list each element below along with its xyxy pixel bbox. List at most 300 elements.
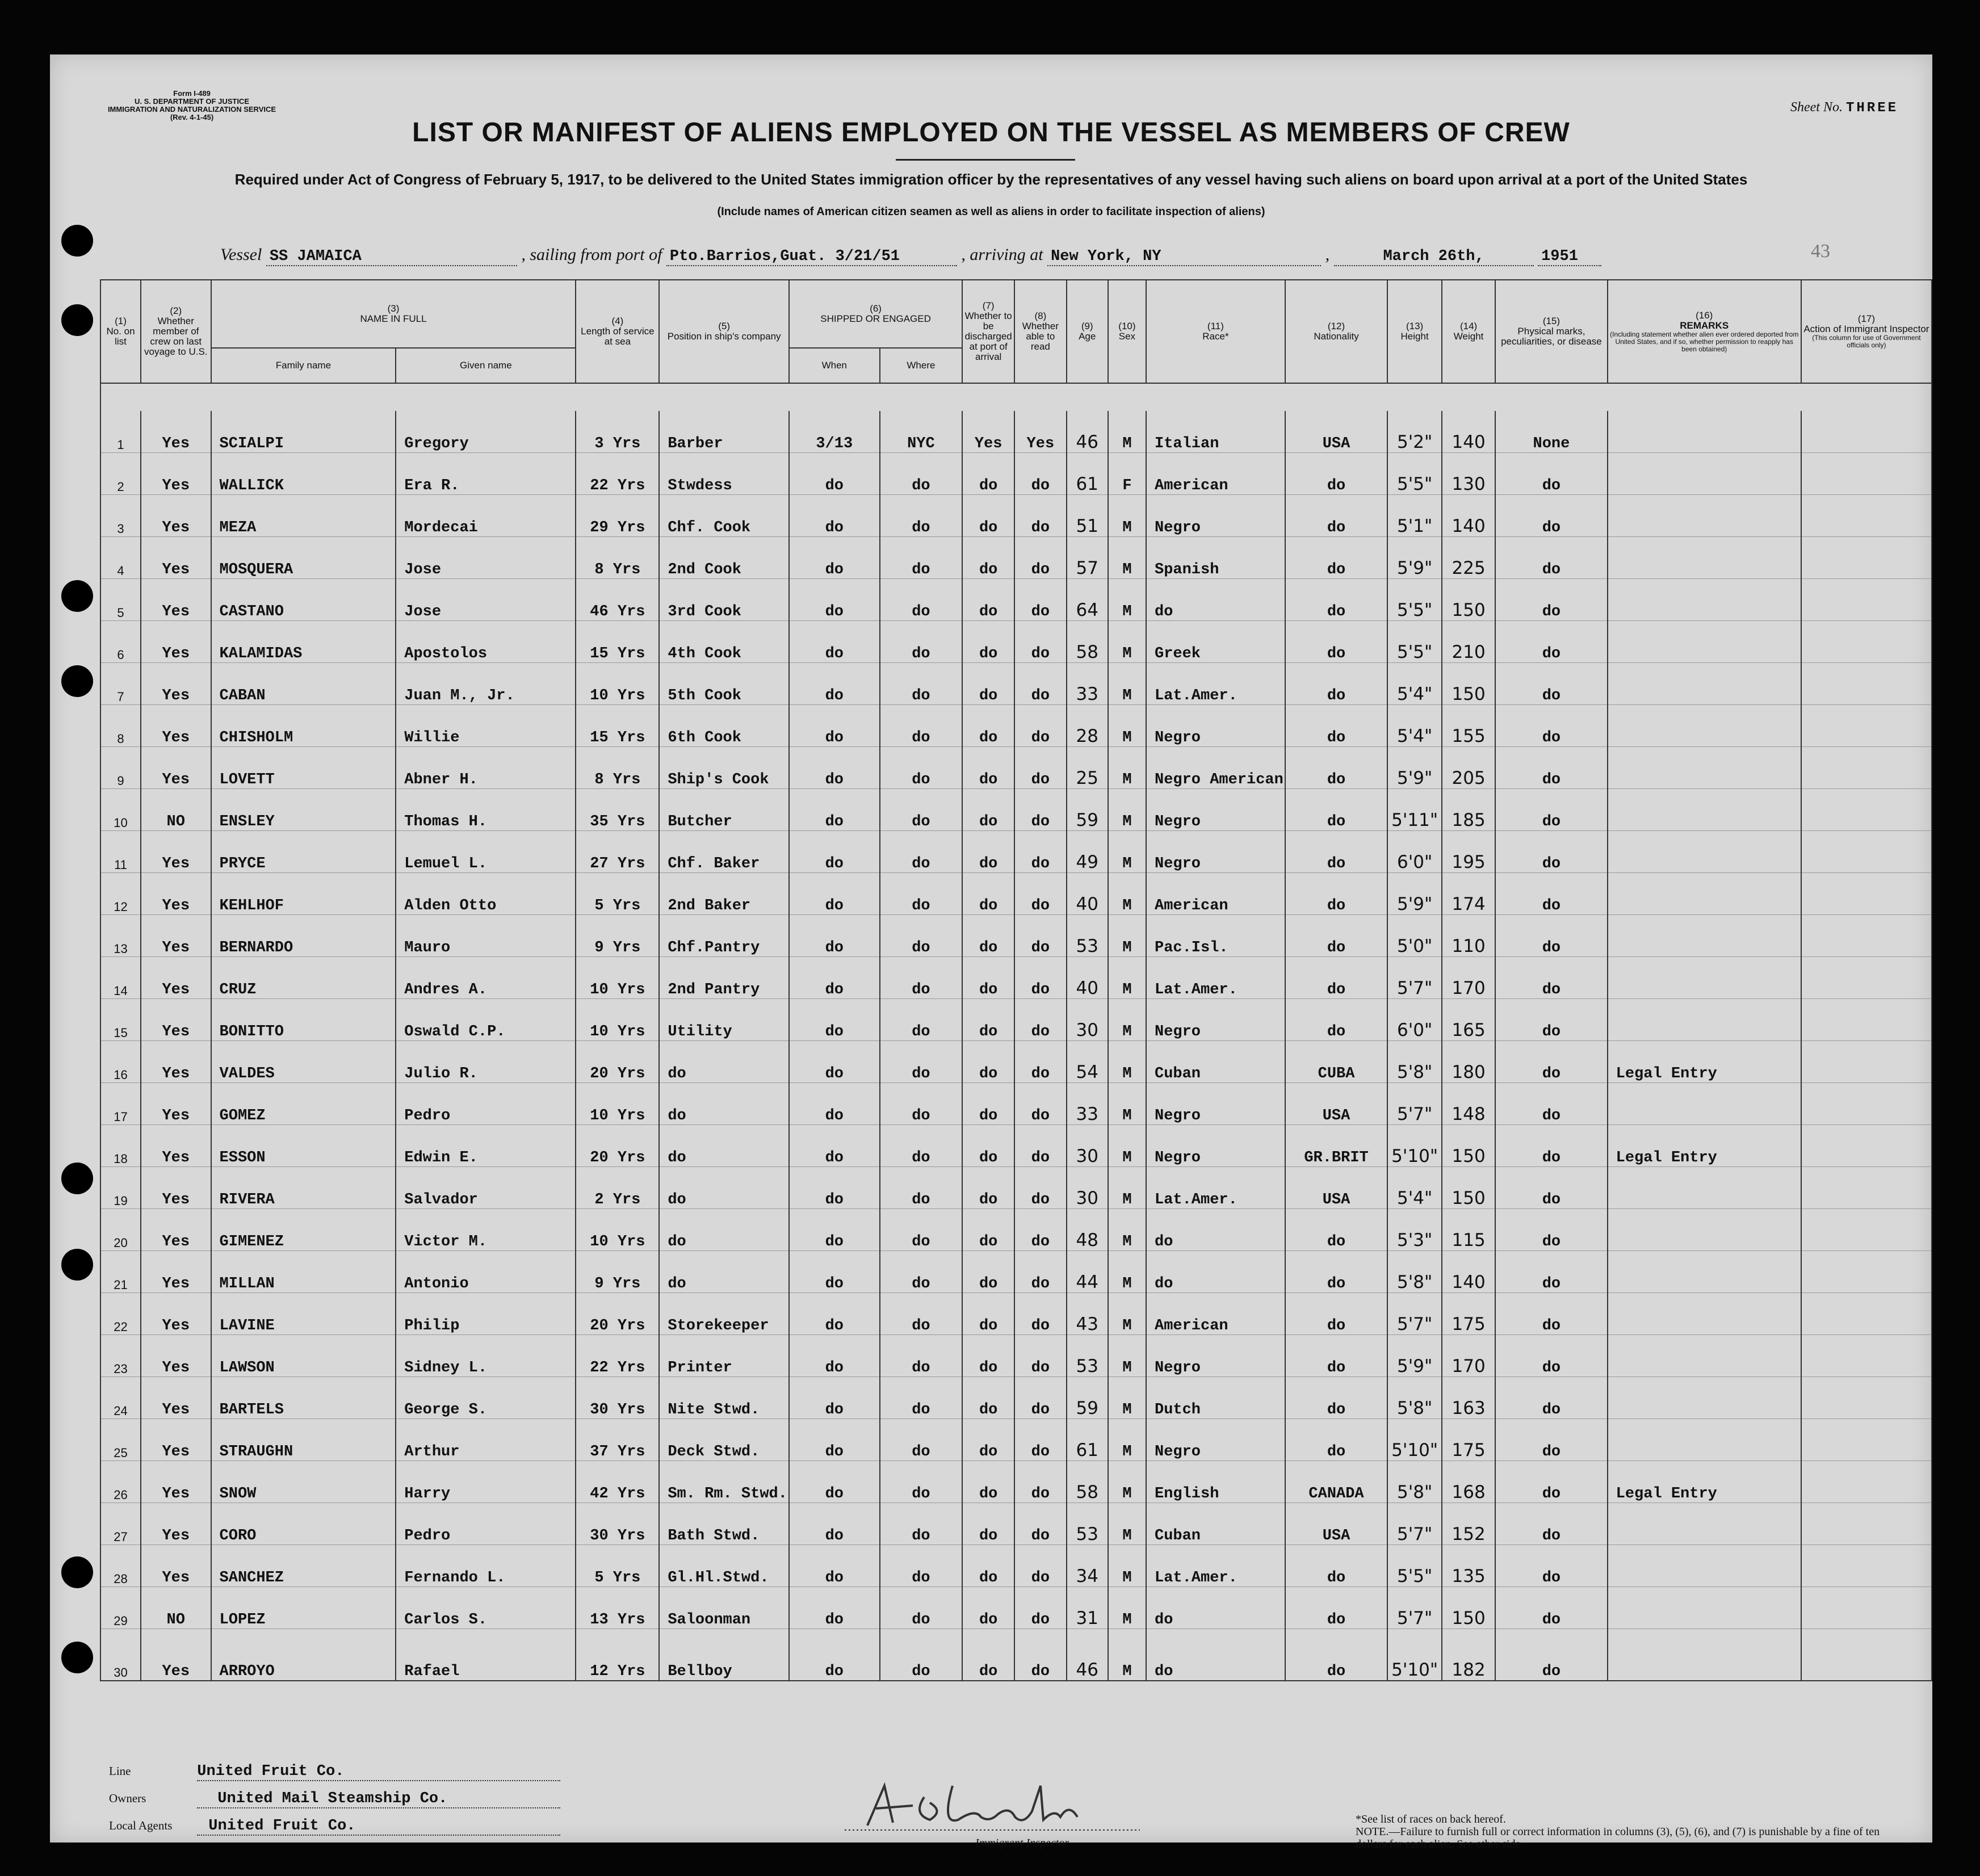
height: 5'8": [1387, 1251, 1442, 1293]
physical-marks: do: [1495, 1125, 1607, 1167]
crew-last-voyage: Yes: [141, 873, 211, 915]
table-row: [100, 1209, 1932, 1251]
to-be-discharged: do: [962, 453, 1014, 495]
sex: M: [1108, 873, 1146, 915]
position: do: [659, 1041, 789, 1083]
race: Negro: [1146, 1083, 1285, 1125]
given-name: Philip: [396, 1293, 576, 1335]
family-name: CHISHOLM: [211, 705, 396, 747]
height: 5'7": [1387, 1503, 1442, 1545]
family-name: CASTANO: [211, 579, 396, 621]
height: 6'0": [1387, 831, 1442, 873]
crew-last-voyage: Yes: [141, 1335, 211, 1377]
race: Dutch: [1146, 1377, 1285, 1419]
able-to-read: do: [1014, 1377, 1066, 1419]
height: 5'9": [1387, 537, 1442, 579]
col-discharged: (7) Whether to be discharged at port of arrival: [962, 280, 1014, 383]
table-row: [100, 1377, 1932, 1419]
table-row: [100, 873, 1932, 915]
height: 5'5": [1387, 621, 1442, 663]
remarks: [1608, 1335, 1801, 1377]
agents-value: United Fruit Co.: [197, 1818, 560, 1836]
row-number: 8: [100, 705, 141, 747]
row-number: 5: [100, 579, 141, 621]
crew-last-voyage: Yes: [141, 1083, 211, 1125]
shipped-when: do: [789, 621, 880, 663]
family-name: GIMENEZ: [211, 1209, 396, 1251]
age: 40: [1067, 957, 1108, 999]
height: 5'5": [1387, 1545, 1442, 1587]
age: 53: [1067, 1503, 1108, 1545]
table-row: [100, 1125, 1932, 1167]
service-length: 30 Yrs: [576, 1503, 659, 1545]
given-name: Edwin E.: [396, 1125, 576, 1167]
remarks: [1608, 1629, 1801, 1681]
shipped-when: do: [789, 957, 880, 999]
crew-last-voyage: Yes: [141, 999, 211, 1041]
service: IMMIGRATION AND NATURALIZATION SERVICE: [107, 105, 276, 114]
nationality: do: [1285, 1419, 1387, 1461]
row-number: 4: [100, 537, 141, 579]
remarks: [1608, 579, 1801, 621]
age: 28: [1067, 705, 1108, 747]
inspector-action: [1801, 411, 1932, 453]
weight: 195: [1442, 831, 1495, 873]
remarks: [1608, 1167, 1801, 1209]
able-to-read: do: [1014, 1251, 1066, 1293]
sex: M: [1108, 495, 1146, 537]
family-name: LOVETT: [211, 747, 396, 789]
race: American: [1146, 453, 1285, 495]
family-name: VALDES: [211, 1041, 396, 1083]
height: 5'7": [1387, 1083, 1442, 1125]
weight: 163: [1442, 1377, 1495, 1419]
height: 5'10": [1387, 1629, 1442, 1681]
remarks: [1608, 411, 1801, 453]
department: U. S. DEPARTMENT OF JUSTICE: [135, 97, 249, 106]
shipped-where: do: [880, 1125, 963, 1167]
shipped-where: do: [880, 1041, 963, 1083]
sex: M: [1108, 957, 1146, 999]
family-name: MILLAN: [211, 1251, 396, 1293]
inspector-action: [1801, 789, 1932, 831]
row-number: 12: [100, 873, 141, 915]
given-name: Alden Otto: [396, 873, 576, 915]
col-service: (4) Length of service at sea: [576, 280, 659, 383]
family-name: STRAUGHN: [211, 1419, 396, 1461]
col-when: When: [789, 348, 880, 383]
sex: M: [1108, 1545, 1146, 1587]
sex: M: [1108, 747, 1146, 789]
row-number: 26: [100, 1461, 141, 1503]
shipped-where: do: [880, 831, 963, 873]
to-be-discharged: do: [962, 495, 1014, 537]
given-name: Gregory: [396, 411, 576, 453]
able-to-read: Yes: [1014, 411, 1066, 453]
shipped-when: do: [789, 453, 880, 495]
shipped-when: do: [789, 1251, 880, 1293]
position: Bellboy: [659, 1629, 789, 1681]
row-number: 14: [100, 957, 141, 999]
age: 30: [1067, 999, 1108, 1041]
shipped-when: do: [789, 1209, 880, 1251]
weight: 140: [1442, 1251, 1495, 1293]
table-row: [100, 747, 1932, 789]
able-to-read: do: [1014, 1167, 1066, 1209]
able-to-read: do: [1014, 453, 1066, 495]
agents-label: Local Agents: [109, 1819, 173, 1832]
binder-hole: [61, 580, 93, 612]
weight: 175: [1442, 1419, 1495, 1461]
nationality: do: [1285, 1251, 1387, 1293]
shipped-when: do: [789, 1041, 880, 1083]
crew-last-voyage: Yes: [141, 537, 211, 579]
to-be-discharged: do: [962, 1461, 1014, 1503]
age: 58: [1067, 621, 1108, 663]
race: Lat.Amer.: [1146, 1545, 1285, 1587]
given-name: Salvador: [396, 1167, 576, 1209]
remarks: [1608, 705, 1801, 747]
shipped-when: do: [789, 1419, 880, 1461]
col-read: (8) Whether able to read: [1014, 280, 1066, 383]
nationality: do: [1285, 453, 1387, 495]
inspector-action: [1801, 1083, 1932, 1125]
remarks: [1608, 1377, 1801, 1419]
race: Negro: [1146, 495, 1285, 537]
given-name: Rafael: [396, 1629, 576, 1681]
row-number: 24: [100, 1377, 141, 1419]
binder-hole: [61, 304, 93, 336]
crew-last-voyage: Yes: [141, 915, 211, 957]
family-name: ESSON: [211, 1125, 396, 1167]
service-length: 37 Yrs: [576, 1419, 659, 1461]
age: 33: [1067, 663, 1108, 705]
given-name: George S.: [396, 1377, 576, 1419]
row-number: 13: [100, 915, 141, 957]
physical-marks: do: [1495, 1041, 1607, 1083]
shipped-where: do: [880, 1377, 963, 1419]
crew-last-voyage: Yes: [141, 579, 211, 621]
inspector-action: [1801, 1335, 1932, 1377]
nationality: do: [1285, 789, 1387, 831]
age: 61: [1067, 1419, 1108, 1461]
inspector-action: [1801, 1209, 1932, 1251]
able-to-read: do: [1014, 873, 1066, 915]
shipped-when: do: [789, 1125, 880, 1167]
vessel-label: Vessel: [220, 245, 262, 264]
to-be-discharged: do: [962, 1293, 1014, 1335]
given-name: Mauro: [396, 915, 576, 957]
shipped-where: do: [880, 621, 963, 663]
crew-last-voyage: Yes: [141, 1251, 211, 1293]
nationality: USA: [1285, 1503, 1387, 1545]
table-row: [100, 621, 1932, 663]
height: 5'4": [1387, 705, 1442, 747]
table-row: [100, 1587, 1932, 1629]
table-row: [100, 1083, 1932, 1125]
nationality: USA: [1285, 1083, 1387, 1125]
physical-marks: do: [1495, 1503, 1607, 1545]
height: 5'8": [1387, 1461, 1442, 1503]
weight: 150: [1442, 1167, 1495, 1209]
service-length: 12 Yrs: [576, 1629, 659, 1681]
weight: 205: [1442, 747, 1495, 789]
weight: 148: [1442, 1083, 1495, 1125]
crew-last-voyage: Yes: [141, 1167, 211, 1209]
given-name: Mordecai: [396, 495, 576, 537]
crew-last-voyage: Yes: [141, 1461, 211, 1503]
age: 53: [1067, 1335, 1108, 1377]
to-be-discharged: do: [962, 1083, 1014, 1125]
given-name: Thomas H.: [396, 789, 576, 831]
able-to-read: do: [1014, 1335, 1066, 1377]
inspector-action: [1801, 453, 1932, 495]
col-sex: (10) Sex: [1108, 280, 1146, 383]
to-be-discharged: do: [962, 873, 1014, 915]
table-row: [100, 999, 1932, 1041]
inspector-action: [1801, 873, 1932, 915]
nationality: CANADA: [1285, 1461, 1387, 1503]
age: 30: [1067, 1125, 1108, 1167]
position: Deck Stwd.: [659, 1419, 789, 1461]
age: 54: [1067, 1041, 1108, 1083]
sex: M: [1108, 663, 1146, 705]
family-name: KEHLHOF: [211, 873, 396, 915]
sex: M: [1108, 1503, 1146, 1545]
shipped-when: do: [789, 1377, 880, 1419]
table-row: [100, 411, 1932, 453]
weight: 225: [1442, 537, 1495, 579]
col-name: (3) NAME IN FULL: [211, 280, 576, 348]
row-number: 21: [100, 1251, 141, 1293]
inspector-action: [1801, 831, 1932, 873]
table-row: [100, 1251, 1932, 1293]
height: 5'7": [1387, 957, 1442, 999]
given-name: Fernando L.: [396, 1545, 576, 1587]
able-to-read: do: [1014, 915, 1066, 957]
physical-marks: do: [1495, 621, 1607, 663]
weight: 135: [1442, 1545, 1495, 1587]
position: Nite Stwd.: [659, 1377, 789, 1419]
physical-marks: do: [1495, 495, 1607, 537]
race: Spanish: [1146, 537, 1285, 579]
service-length: 20 Yrs: [576, 1293, 659, 1335]
crew-last-voyage: Yes: [141, 411, 211, 453]
race: Negro: [1146, 705, 1285, 747]
to-be-discharged: do: [962, 957, 1014, 999]
shipped-where: do: [880, 453, 963, 495]
position: do: [659, 1251, 789, 1293]
physical-marks: do: [1495, 1251, 1607, 1293]
crew-last-voyage: Yes: [141, 1419, 211, 1461]
owners-label: Owners: [109, 1791, 146, 1805]
service-length: 42 Yrs: [576, 1461, 659, 1503]
remarks: [1608, 1419, 1801, 1461]
position: 4th Cook: [659, 621, 789, 663]
weight: 115: [1442, 1209, 1495, 1251]
able-to-read: do: [1014, 1629, 1066, 1681]
subtitle-note: (Include names of American citizen seamen as well as aliens in order to facilitate inspection of aliens): [717, 205, 1265, 218]
row-number: 25: [100, 1419, 141, 1461]
crew-last-voyage: Yes: [141, 495, 211, 537]
service-length: 15 Yrs: [576, 621, 659, 663]
inspector-action: [1801, 1251, 1932, 1293]
race: Negro: [1146, 1125, 1285, 1167]
given-name: Carlos S.: [396, 1587, 576, 1629]
row-number: 2: [100, 453, 141, 495]
sheet-number: [1790, 100, 1898, 116]
row-number: 1: [100, 411, 141, 453]
height: 5'5": [1387, 453, 1442, 495]
inspector-action: [1801, 1167, 1932, 1209]
row-number: 3: [100, 495, 141, 537]
row-number: 6: [100, 621, 141, 663]
family-name: KALAMIDAS: [211, 621, 396, 663]
sex: M: [1108, 1293, 1146, 1335]
remarks: [1608, 1293, 1801, 1335]
position: Sm. Rm. Stwd.: [659, 1461, 789, 1503]
able-to-read: do: [1014, 495, 1066, 537]
crew-last-voyage: Yes: [141, 1629, 211, 1681]
race: Negro: [1146, 999, 1285, 1041]
binder-hole: [61, 1642, 93, 1673]
nationality: USA: [1285, 1167, 1387, 1209]
race: Lat.Amer.: [1146, 957, 1285, 999]
shipped-when: do: [789, 999, 880, 1041]
binder-hole: [61, 225, 93, 257]
shipped-where: do: [880, 1545, 963, 1587]
age: 49: [1067, 831, 1108, 873]
race: do: [1146, 1251, 1285, 1293]
table-row: [100, 705, 1932, 747]
service-length: 5 Yrs: [576, 873, 659, 915]
shipped-where: do: [880, 873, 963, 915]
nationality: do: [1285, 1587, 1387, 1629]
height: 5'10": [1387, 1419, 1442, 1461]
given-name: Lemuel L.: [396, 831, 576, 873]
age: 58: [1067, 1461, 1108, 1503]
sex: M: [1108, 1629, 1146, 1681]
age: 30: [1067, 1167, 1108, 1209]
physical-marks: do: [1495, 873, 1607, 915]
remarks: [1608, 999, 1801, 1041]
shipped-where: do: [880, 495, 963, 537]
given-name: Apostolos: [396, 621, 576, 663]
to-be-discharged: do: [962, 705, 1014, 747]
to-be-discharged: do: [962, 1125, 1014, 1167]
nationality: do: [1285, 1209, 1387, 1251]
nationality: do: [1285, 831, 1387, 873]
weight: 150: [1442, 579, 1495, 621]
position: Chf.Pantry: [659, 915, 789, 957]
row-number: 23: [100, 1335, 141, 1377]
to-be-discharged: do: [962, 1209, 1014, 1251]
row-number: 10: [100, 789, 141, 831]
shipped-where: do: [880, 1419, 963, 1461]
table-row: [100, 1167, 1932, 1209]
weight: 168: [1442, 1461, 1495, 1503]
shipped-when: do: [789, 873, 880, 915]
table-row: [100, 915, 1932, 957]
nationality: do: [1285, 705, 1387, 747]
crew-last-voyage: Yes: [141, 1293, 211, 1335]
shipped-where: do: [880, 1503, 963, 1545]
shipped-when: do: [789, 1629, 880, 1681]
shipped-where: do: [880, 1167, 963, 1209]
able-to-read: do: [1014, 579, 1066, 621]
nationality: do: [1285, 1377, 1387, 1419]
physical-marks: do: [1495, 915, 1607, 957]
physical-marks: do: [1495, 1293, 1607, 1335]
height: 5'8": [1387, 1377, 1442, 1419]
remarks: [1608, 915, 1801, 957]
position: 2nd Baker: [659, 873, 789, 915]
page-subtitle: Required under Act of Congress of February 5, 1917, to be delivered to the United States immigration officer by the representatives of any vessel having such aliens on board upon arrival at a port of the United States: [234, 171, 1748, 188]
family-name: BARTELS: [211, 1377, 396, 1419]
arrival-date: March 26th,: [1334, 248, 1534, 266]
shipped-where: do: [880, 1461, 963, 1503]
binder-hole: [61, 1249, 93, 1281]
age: 59: [1067, 1377, 1108, 1419]
shipped-where: do: [880, 915, 963, 957]
physical-marks: do: [1495, 831, 1607, 873]
to-be-discharged: do: [962, 831, 1014, 873]
remarks: [1608, 873, 1801, 915]
table-row: [100, 1461, 1932, 1503]
col-weight: (14) Weight: [1442, 280, 1495, 383]
table-row: [100, 1041, 1932, 1083]
age: 46: [1067, 1629, 1108, 1681]
sex: M: [1108, 1251, 1146, 1293]
inspector-action: [1801, 1293, 1932, 1335]
age: 31: [1067, 1587, 1108, 1629]
inspector-action: [1801, 957, 1932, 999]
sailing-port: Pto.Barrios,Guat. 3/21/51: [666, 248, 957, 266]
physical-marks: do: [1495, 1167, 1607, 1209]
given-name: Oswald C.P.: [396, 999, 576, 1041]
penalty-note: NOTE.—Failure to furnish full or correct information in columns (3), (5), (6), and (7) is punishable by a fine of ten dollars for each alien. See other side.: [1356, 1825, 1880, 1850]
physical-marks: do: [1495, 579, 1607, 621]
position: Stwdess: [659, 453, 789, 495]
position: Chf. Baker: [659, 831, 789, 873]
inspector-action: [1801, 1419, 1932, 1461]
service-length: 22 Yrs: [576, 1335, 659, 1377]
revision: (Rev. 4-1-45): [170, 113, 214, 121]
sex: M: [1108, 1209, 1146, 1251]
shipped-where: do: [880, 1251, 963, 1293]
weight: 155: [1442, 705, 1495, 747]
given-name: Pedro: [396, 1083, 576, 1125]
row-number: 15: [100, 999, 141, 1041]
crew-last-voyage: Yes: [141, 1503, 211, 1545]
remarks: Legal Entry: [1608, 1461, 1801, 1503]
race: Pac.Isl.: [1146, 915, 1285, 957]
age: 48: [1067, 1209, 1108, 1251]
row-number: 19: [100, 1167, 141, 1209]
to-be-discharged: do: [962, 1251, 1014, 1293]
shipped-when: do: [789, 1167, 880, 1209]
shipped-when: do: [789, 1545, 880, 1587]
sex: M: [1108, 1587, 1146, 1629]
shipped-where: do: [880, 1587, 963, 1629]
family-name: CABAN: [211, 663, 396, 705]
age: 43: [1067, 1293, 1108, 1335]
page-title: LIST OR MANIFEST OF ALIENS EMPLOYED ON THE VESSEL AS MEMBERS OF CREW: [412, 117, 1570, 148]
shipped-when: do: [789, 831, 880, 873]
weight: 170: [1442, 1335, 1495, 1377]
sex: M: [1108, 579, 1146, 621]
age: 64: [1067, 579, 1108, 621]
